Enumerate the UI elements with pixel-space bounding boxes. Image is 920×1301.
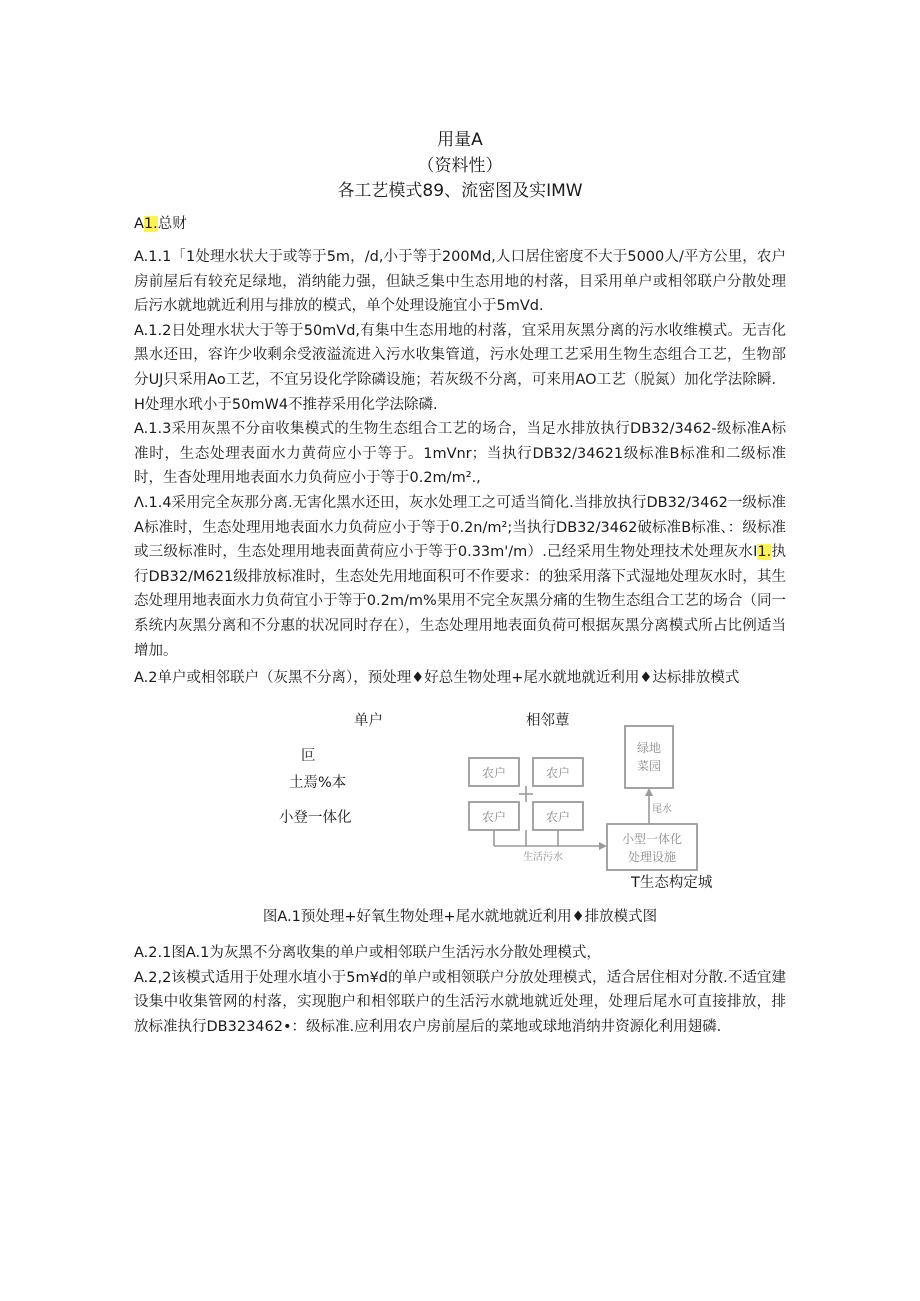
paragraph-a22: A.2,2该模式适用于处理水埴小于5m¥d的单户或相领联户分放处理模式，适合居住相对分散.不适宜建设集中收集管网的村落，实现胞户和相邻联户的生活污水就地就近处理，处理后尾水可直接排放，排放标准执行DB323462•：级标准.应利用农户房前屋后的菜地或球地消纳井资源化利用翅磷. — [134, 969, 786, 1035]
body-text-block-2 — [134, 941, 786, 1039]
appendix-subtitle: （资料性） — [417, 156, 503, 176]
arrow-head — [645, 788, 653, 796]
paragraph-a14 — [134, 491, 786, 663]
process-diagram — [463, 722, 723, 884]
section-title: 总财 — [157, 216, 187, 232]
figure-caption: 图A.1预处理+好氧生物处理+尾水就地就近利用♦排放模式图 — [262, 909, 658, 925]
label-aerobic: 土焉%本 — [289, 775, 347, 791]
paragraph-a11: A.1.1「1处理水状大于或等于5m，/d,小于等于200Md,人口居住密度不大于5000人/平方公里，农户房前屋后有较充足绿地，消纳能力强，但缺乏集中生态用地的村落，目采用单户或相邻联户分散处理后污水就地就近利用与排放的模式，单个处理设施宜小于5mVd. — [134, 249, 786, 315]
label-single-household: 单户 — [354, 713, 383, 729]
household-label: 农户 — [481, 810, 507, 824]
section-heading — [134, 212, 187, 233]
device-label: 小型一体化 — [621, 832, 683, 846]
section-prefix: A — [134, 216, 144, 232]
paragraph-a21: A.2.1图A.1为灰黑不分离收集的单户或相邻联户生活污水分散处理模式， — [134, 945, 601, 961]
a14-text-start: Λ.1.4采用完全灰那分离.无害化黑水还田，灰水处理工之可适当简化.当排放执行DB32/3462一级标准A标准时，生态处理用地表面水力负荷应小于等于0.2n∕m²;当执行DB32/3462破标准B标准、：级标准或三级标准时，生态处理用地表面黄荷应小于等于0.33m'/m）.己经采用生物处理技术处理灰水I — [134, 494, 786, 561]
tail-water-label: 尾水 — [652, 804, 672, 815]
green-land-box — [625, 726, 673, 788]
label-integrated: 小登一体化 — [279, 810, 352, 826]
body-text-block-1 — [134, 245, 786, 663]
household-label: 农户 — [545, 810, 571, 824]
label-ecological-unit: T生态构定城 — [631, 875, 713, 891]
label-pretreat: 叵 — [301, 748, 316, 764]
paragraph-a12: A.1.2日处理水状大于等于50mVd,有集中生态用地的村落，宜采用灰黑分离的污水收维模式。无吉化黑水还田，容许少收剩余受液溢流进入污水收集管道，污水处理工艺采用生物生态组合工艺，生物部分UJ只采用Ao工艺，不宜另设化学除磷设施；若灰级不分离，可来用AO工艺（脱氮）加化学法除瞬．H处理水玳小于50mW4不推荐采用化学法除磷. — [134, 322, 786, 413]
appendix-heading: 各工艺模式89、流密图及实IMW — [337, 181, 583, 201]
highlight-mark: 1. — [143, 216, 158, 232]
paragraph-a13: A.1.3采用灰黑不分亩收集模式的生物生态组合工艺的场合，当足水排放执行DB32/3462-级标准A标准时，生态处理表面水力黄荷应小于等于。1mVnr；当执行DB32/34621级标准B标准和二级标准时，生杳处理用地表面水力负荷应小于等于0.2m∕m²., — [134, 421, 786, 487]
sewage-label: 生活污水 — [523, 852, 563, 863]
appendix-title: 用量A — [437, 130, 483, 150]
household-label: 农户 — [545, 766, 571, 780]
green-land-label: 菜园 — [636, 759, 662, 773]
household-label: 农户 — [481, 766, 507, 780]
label-adjacent-households: 相邻蕈 — [526, 713, 570, 729]
a14-text-end: 执行DB32/M621级排放标准时，生态处先用地面积可不作要求：的独采用落下式湿地处理灰水时，其生态处理用地表面水力负荷宜小于等于0.2m∕m%果用不完全灰黑分痛的生物生态组合工艺的场合（同一系统内灰黑分离和不分惠的状况同时存在），生态处理用地表面负荷可根据灰黑分离模式所占比例适当增加。 — [134, 544, 787, 659]
device-label: 处理设施 — [627, 850, 677, 864]
highlight-mark: 1. — [757, 544, 772, 561]
green-land-label: 绿地 — [636, 741, 662, 755]
section-a2-heading: A.2单户或相邻联户（灰黑不分离），预处理♦好总生物处理+尾水就地就近利用♦达标排放模式 — [134, 670, 740, 686]
arrow-head — [599, 842, 607, 850]
